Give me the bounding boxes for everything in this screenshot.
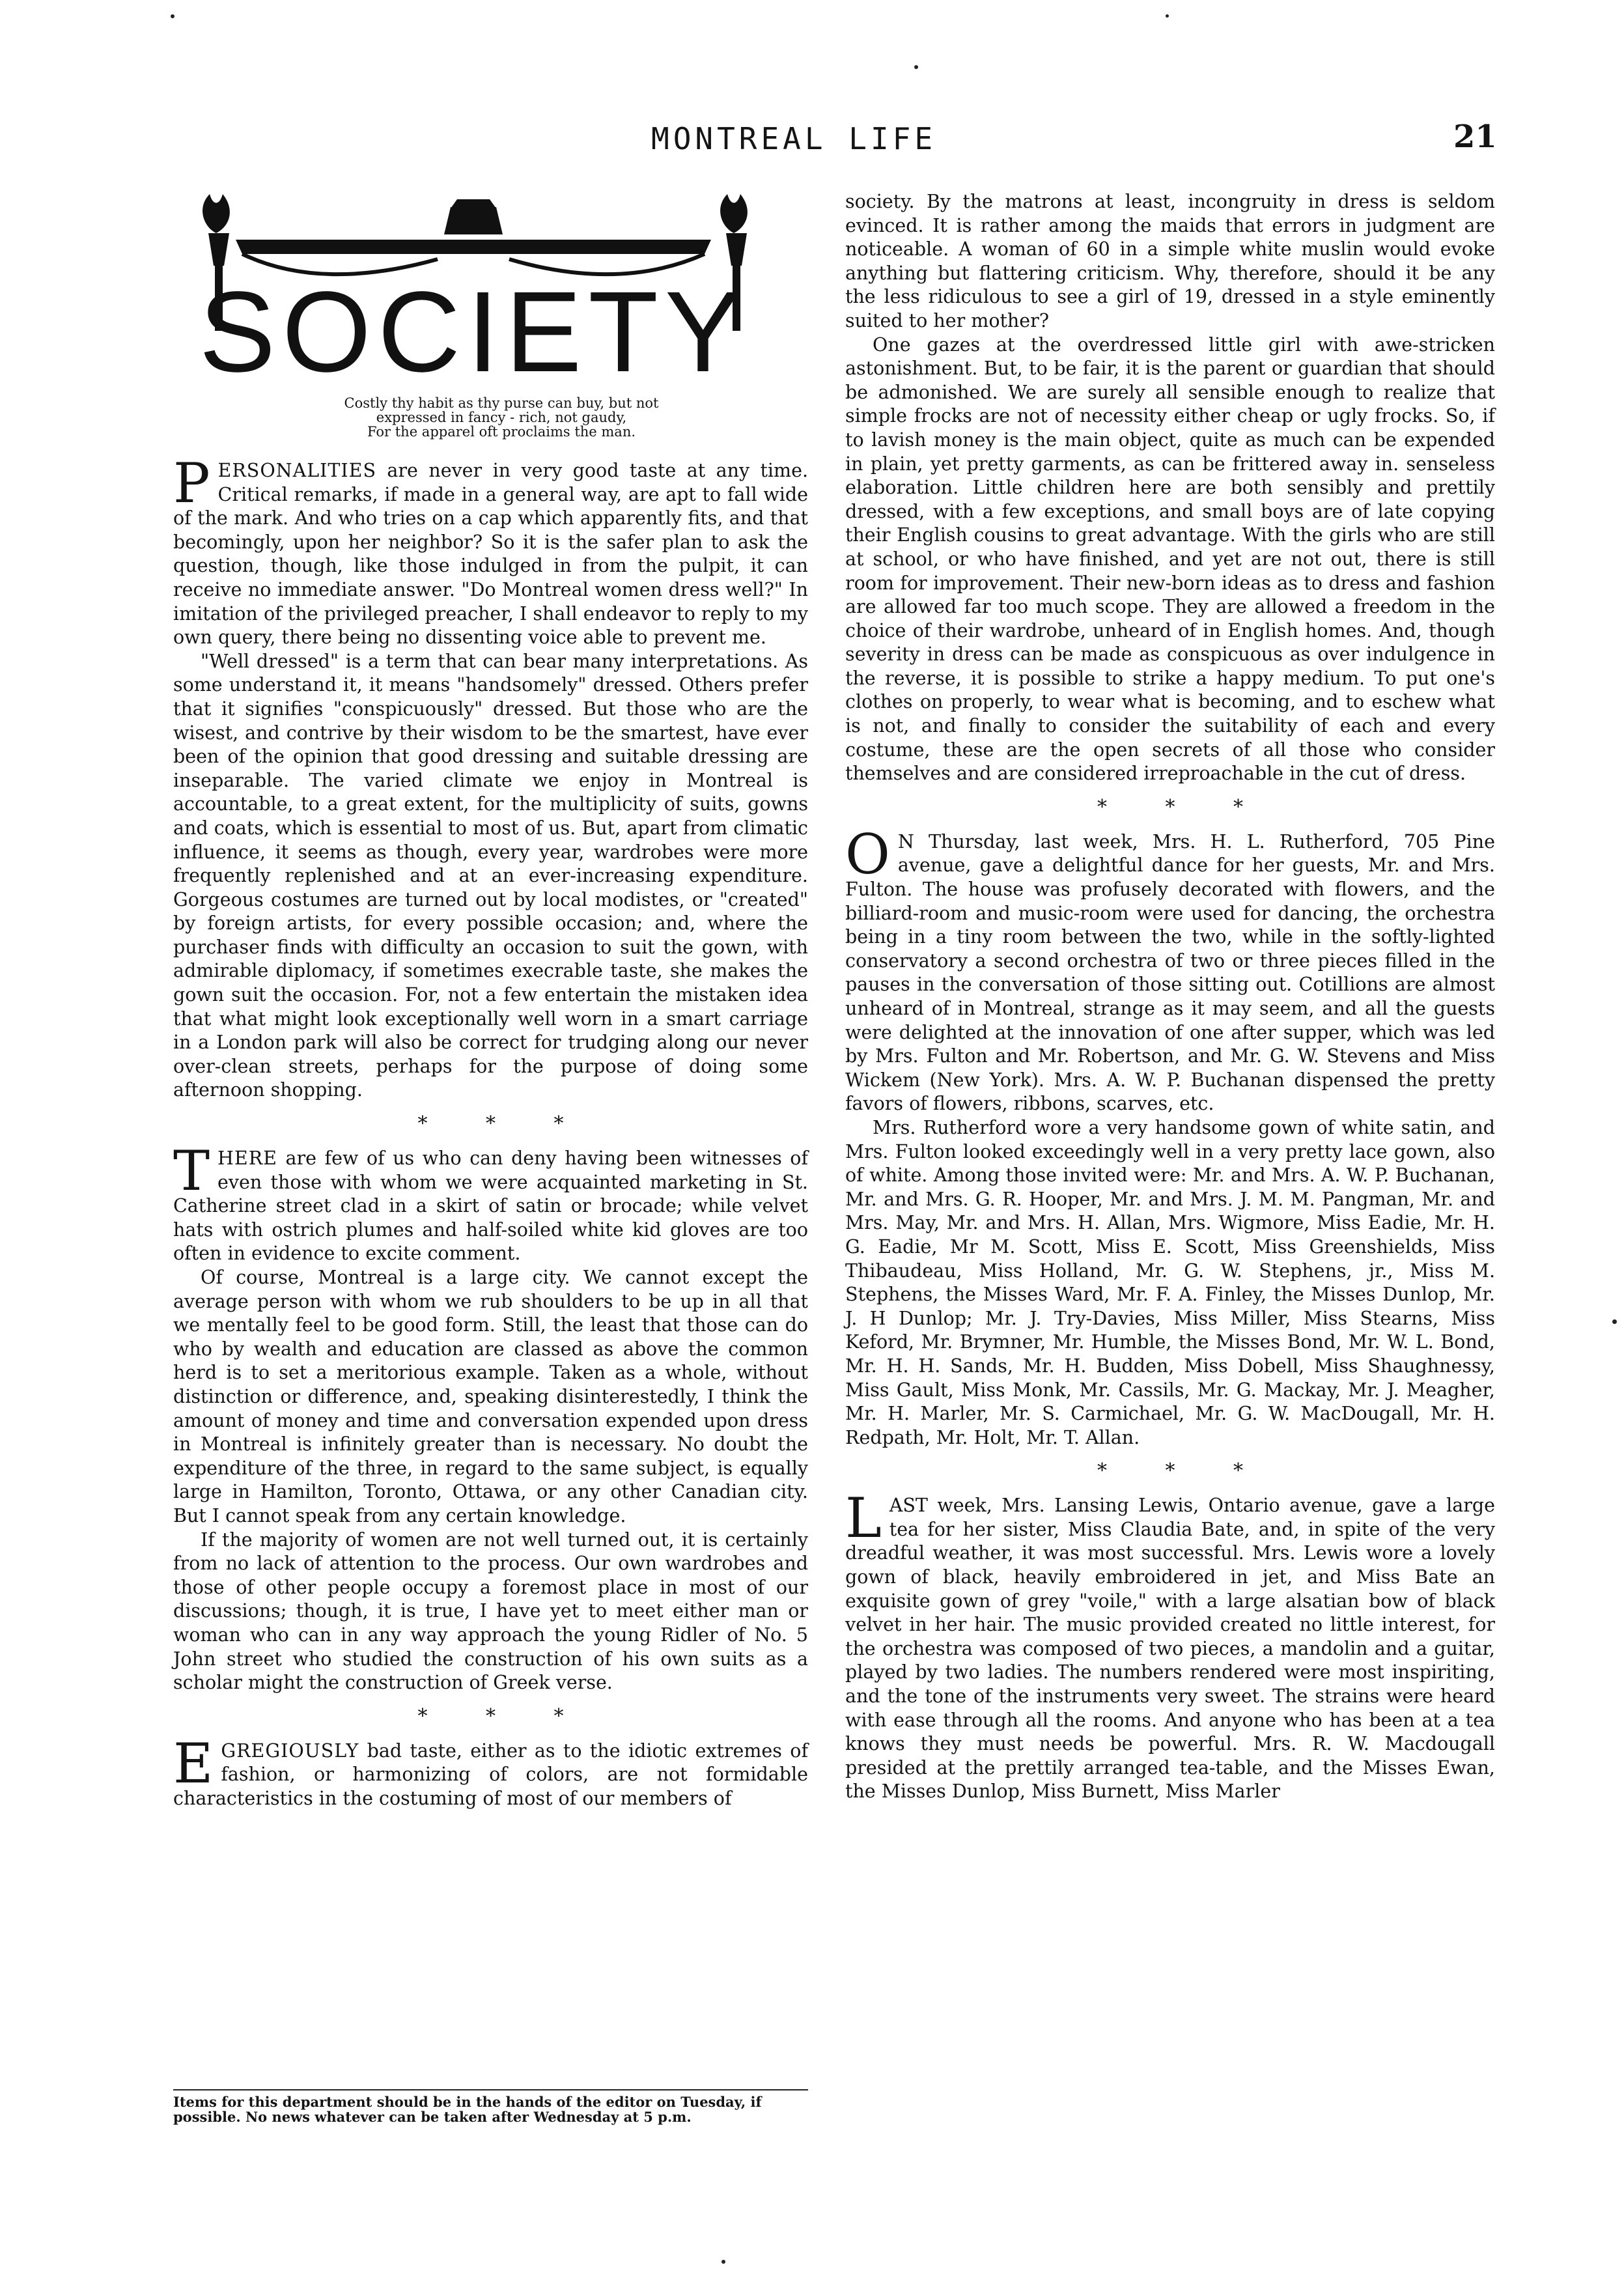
article-paragraph: PERSONALITIES are never in very good taste at any time. Critical remarks, if made in a general way, are apt to fall wide of the mark. And who tries on a cap which apparently fits, and that becomingly, upon her neighbor? So it is the safer plan to ask the question, though, like those indulged in from the pulpit, it can receive no immediate answer. "Do Montreal women dress well?" In imitation of the privileged preacher, I shall endeavor to reply to my own query, there being no dissenting voice able to prevent me. [173, 451, 808, 649]
article-paragraph: O N Thursday, last week, Mrs. H. L. Rutherford, 705 Pine avenue, gave a delightful dance for her guests, Mr. and Mrs. Fulton. The house was profusely decorated with flowers, and the billiard-room and music-room were used for dancing, the orchestra being in a tiny room between the two, while in the softly-lighted conservatory a second orchestra of two or three pieces filled in the pauses in the conversation of those sitting out. Cotillions are almost unheard of in Montreal, strange as it may seem, and all the guests were delighted at the innovation of one after supper, which was led by Mrs. Fulton and Mr. Robertson, and Mr. G. W. Stevens and Miss Wickem (New York). Mrs. A. W. P. Buchanan dispensed the pretty favors of flowers, ribbons, scarves, etc. [845, 822, 1495, 1115]
scan-speck [721, 2260, 725, 2264]
left-column [173, 451, 808, 1810]
article-paragraph: One gazes at the overdressed little girl with awe-stricken astonishment. But, to be fair, it is the parent or guardian that should be admonished. We are surely all sensible enough to realize that simple frocks are not of necessity either cheap or ugly frocks. So, if to lavish money is the main object, quite as much can be expended in plain, yet pretty garments, as can be frittered away in. senseless elaboration. Little children here are both sensibly and prettily dressed, with a few exceptions, and small boys are of late copying their English cousins to great advantage. With the girls who are still at school, or who have finished, and yet are not out, there is still room for improvement. Their new-born ideas as to dress and fashion are allowed far too much scope. They are allowed a freedom in the choice of their wardrobe, unheard of in English homes. And, though severity in dress can be made as conspicuous as over indulgence in the reverse, it is possible to strike a happy medium. To put one's clothes on properly, to wear what is becoming, and to eschew what is not, and finally to consider the suitability of each and every costume, these are the open secrets of all those who consider themselves and are considered irreproachable in the cut of dress. [845, 333, 1495, 785]
scan-speck [171, 14, 175, 18]
scan-speck [1612, 1319, 1617, 1324]
epigraph-line: expressed in fancy - rich, not gaudy, [376, 410, 627, 425]
society-logo-text: SOCIETY [199, 268, 748, 384]
epigraph [247, 396, 755, 439]
section-divider: * * * [417, 1704, 590, 1728]
drop-cap: T [173, 1139, 210, 1203]
drop-cap: O [845, 822, 890, 886]
running-header-title: MONTREAL LIFE [651, 121, 937, 156]
epigraph-line: For the apparel oft proclaims the man. [367, 424, 636, 440]
epigraph-line: Costly thy habit as thy purse can buy, but not [344, 395, 659, 411]
drop-cap: P [173, 451, 210, 515]
scan-speck [914, 65, 918, 69]
article-paragraph: Mrs. Rutherford wore a very handsome gown of white satin, and Mrs. Fulton looked exceedingly well in a very pretty lace gown, also of white. Among those invited were: Mr. and Mrs. A. W. P. Buchanan, Mr. and Mrs. G. R. Hooper, Mr. and Mrs. J. M. M. Pangman, Mr. and Mrs. May, Mr. and Mrs. H. Allan, Mrs. Wigmore, Miss Eadie, Mr. H. G. Eadie, Mr M. Scott, Miss E. Scott, Miss Greenshields, Miss Thibaudeau, Miss Holland, Mr. G. W. Stephens, jr., Miss M. Stephens, the Misses Ward, Mr. F. A. Finley, the Misses Dunlop, Mr. J. H Dunlop; Mr. J. Try-Davies, Miss Miller, Miss Stearns, Miss Keford, Mr. Brymner, Mr. Humble, the Misses Bond, Mr. W. L. Bond, Mr. H. H. Sands, Mr. H. Budden, Miss Dobell, Miss Shaughnessy, Miss Gault, Miss Monk, Mr. Cassils, Mr. G. Mackay, Mr. J. Meagher, Mr. H. Marler, Mr. S. Carmichael, Mr. G. W. MacDougall, Mr. H. Redpath, Mr. Holt, Mr. T. Allan. [845, 1116, 1495, 1448]
section-divider: * * * [417, 1112, 590, 1136]
article-paragraph: LAST week, Mrs. Lansing Lewis, Ontario avenue, gave a large tea for her sister, Miss Claudia Bate, and, in spite of the very dreadful weather, it was most successful. Mrs. Lewis wore a lovely gown of black, heavily embroidered in jet, and Miss Bate an exquisite gown of grey "voile," with a large alsatian bow of black velvet in her hair. The music provided created no little interest, for the orchestra was composed of two pieces, a mandolin and a guitar, played by two ladies. The numbers rendered were most inspiriting, and the tone of the instruments very sweet. The strains were heard with ease through all the rooms. And anyone who has been at a tea knows they must needs be powerful. Mrs. R. W. Macdougall presided at the prettily arranged tea-table, and the Misses Ewan, the Misses Dunlop, Miss Burnett, Miss Marler [845, 1486, 1495, 1803]
scan-speck [1166, 14, 1169, 18]
article-paragraph: "Well dressed" is a term that can bear many interpretations. As some understand it, it means "handsomely" dressed. Others prefer that it signifies "conspicuously" dressed. But those who are the wisest, and contrive by their wisdom to be the smartest, have ever been of the opinion that good dressing and suitable dressing are inseparable. The varied climate we enjoy in Montreal is accountable, to a great extent, for the multiplicity of suits, gowns and coats, which is essential to most of us. But, apart from climatic influence, it seems as though, every year, wardrobes were more frequently replenished and at an ever-increasing expenditure. Gorgeous costumes are turned out by local modistes, or "created" by foreign artists, for every possible occasion; and, where the purchaser finds with difficulty an occasion to suit the gown, with admirable diplomacy, if sometimes execrable taste, she makes the gown suit the occasion. For, not a few entertain the mistaken idea that what might look exceptionally well worn in a smart carriage in a London park will also be correct for trudging along our never over-clean streets, perhaps for the purpose of doing some afternoon shopping. [173, 650, 808, 1101]
page-number: 21 [1453, 119, 1497, 155]
article-paragraph: THERE are few of us who can deny having been witnesses of even those with whom we were acquainted marketing in St. Catherine street clad in a skirt of satin or brocade; while velvet hats with ostrich plumes and half-soiled white kid gloves are too often in evidence to excite comment. [173, 1139, 808, 1265]
article-paragraph: If the majority of women are not well turned out, it is certainly from no lack of attention to the process. Our own wardrobes and those of other people occupy a foremost place in most of our discussions; though, it is true, I have yet to meet either man or woman who can in any way approach the young Ridler of No. 5 John street who studied the construction of his own suits as a scholar might the construction of Greek verse. [173, 1528, 808, 1694]
drop-cap: E [173, 1731, 214, 1795]
right-column [845, 190, 1495, 1804]
article-paragraph: Of course, Montreal is a large city. We cannot except the average person with whom we rub shoulders to be up in all that we mentally feel to be good form. Still, the least that those can do who by wealth and education are classed as above the common herd is to set a meritorious example. Taken as a whole, without distinction or difference, and, speaking disinterestedly, I think the amount of money and time and conversation expended upon dress in Montreal is infinitely greater than is necessary. No doubt the expenditure of the three, in regard to the same subject, is equally large in Hamilton, Toronto, Ottawa, or any other Canadian city. But I cannot speak from any certain knowledge. [173, 1267, 808, 1527]
section-divider: * * * [1097, 795, 1270, 819]
society-masthead-logo [190, 194, 757, 384]
section-divider: * * * [1097, 1459, 1270, 1483]
article-paragraph: EGREGIOUSLY bad taste, either as to the idiotic extremes of fashion, or harmonizing of colors, are not formidable characteristics in the costuming of most of our members of [173, 1731, 808, 1809]
drop-cap: L [845, 1486, 882, 1551]
editorial-footnote: Items for this department should be in the hands of the editor on Tuesday, if possible. No news whatever can be taken after Wednesday at 5 p.m. [173, 2089, 808, 2124]
article-paragraph: society. By the matrons at least, incongruity in dress is seldom evinced. It is rather among the maids that errors in judgment are noticeable. A woman of 60 in a simple white muslin would evoke anything but flattering criticism. Why, therefore, should it be any the less ridiculous to see a girl of 19, dressed in a style eminently suited to her mother? [845, 191, 1495, 331]
